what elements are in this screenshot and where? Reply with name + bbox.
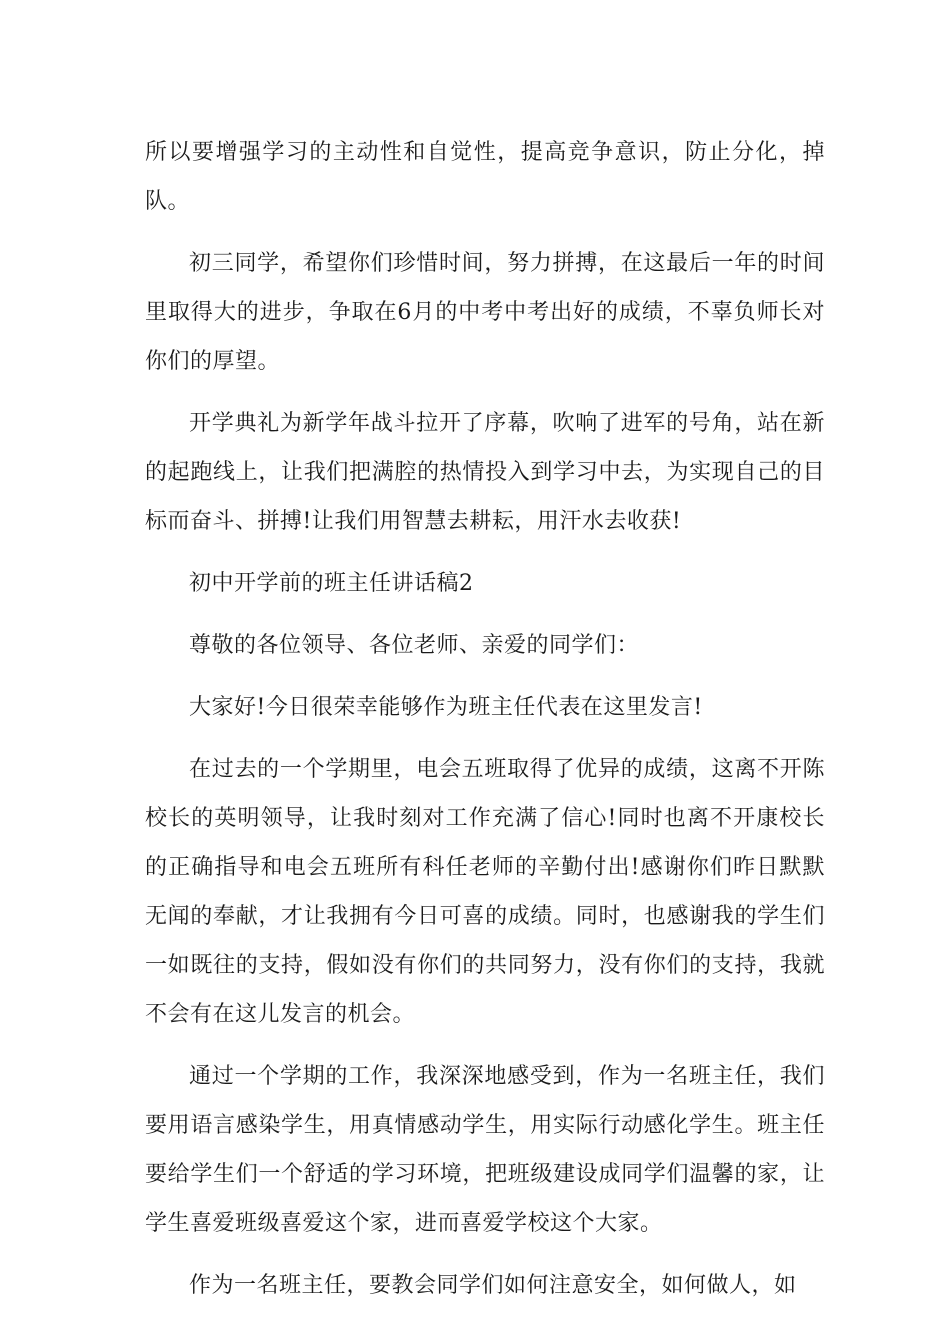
document-body — [145, 128, 825, 1323]
section-heading: 初中开学前的班主任讲话稿2 — [189, 571, 474, 596]
greeting: 大家好!今日很荣幸能够作为班主任代表在这里发言! — [189, 695, 703, 720]
paragraph: 作为一名班主任，要教会同学们如何注意安全，如何做人，如 — [189, 1273, 797, 1298]
paragraph: 开学典礼为新学年战斗拉开了序幕，吹响了进军的号角，站在新的起跑线上，让我们把满腔的热情投入到学习中去，为实现自己的目标而奋斗、拼搏!让我们用智慧去耕耘，用汗水去收获! — [145, 411, 825, 534]
paragraph: 通过一个学期的工作，我深深地感受到，作为一名班主任，我们要用语言感染学生，用真情感动学生，用实际行动感化学生。班主任要给学生们一个舒适的学习环境，把班级建设成同学们温馨的家，让学生喜爱班级喜爱这个家，进而喜爱学校这个大家。 — [145, 1064, 825, 1236]
paragraph: 所以要增强学习的主动性和自觉性，提高竞争意识，防止分化，掉队。 — [145, 140, 825, 214]
paragraph: 初三同学，希望你们珍惜时间，努力拼搏，在这最后一年的时间里取得大的进步，争取在6月的中考中考出好的成绩，不辜负师长对你们的厚望。 — [145, 251, 825, 374]
paragraph: 在过去的一个学期里，电会五班取得了优异的成绩，这离不开陈校长的英明领导，让我时刻对工作充满了信心!同时也离不开康校长的正确指导和电会五班所有科任老师的辛勤付出!感谢你们昨日默默无闻的奉献，才让我拥有今日可喜的成绩。同时，也感谢我的学生们一如既往的支持，假如没有你们的共同努力，没有你们的支持，我就不会有在这儿发言的机会。 — [145, 757, 825, 1027]
salutation: 尊敬的各位领导、各位老师、亲爱的同学们： — [189, 633, 640, 658]
